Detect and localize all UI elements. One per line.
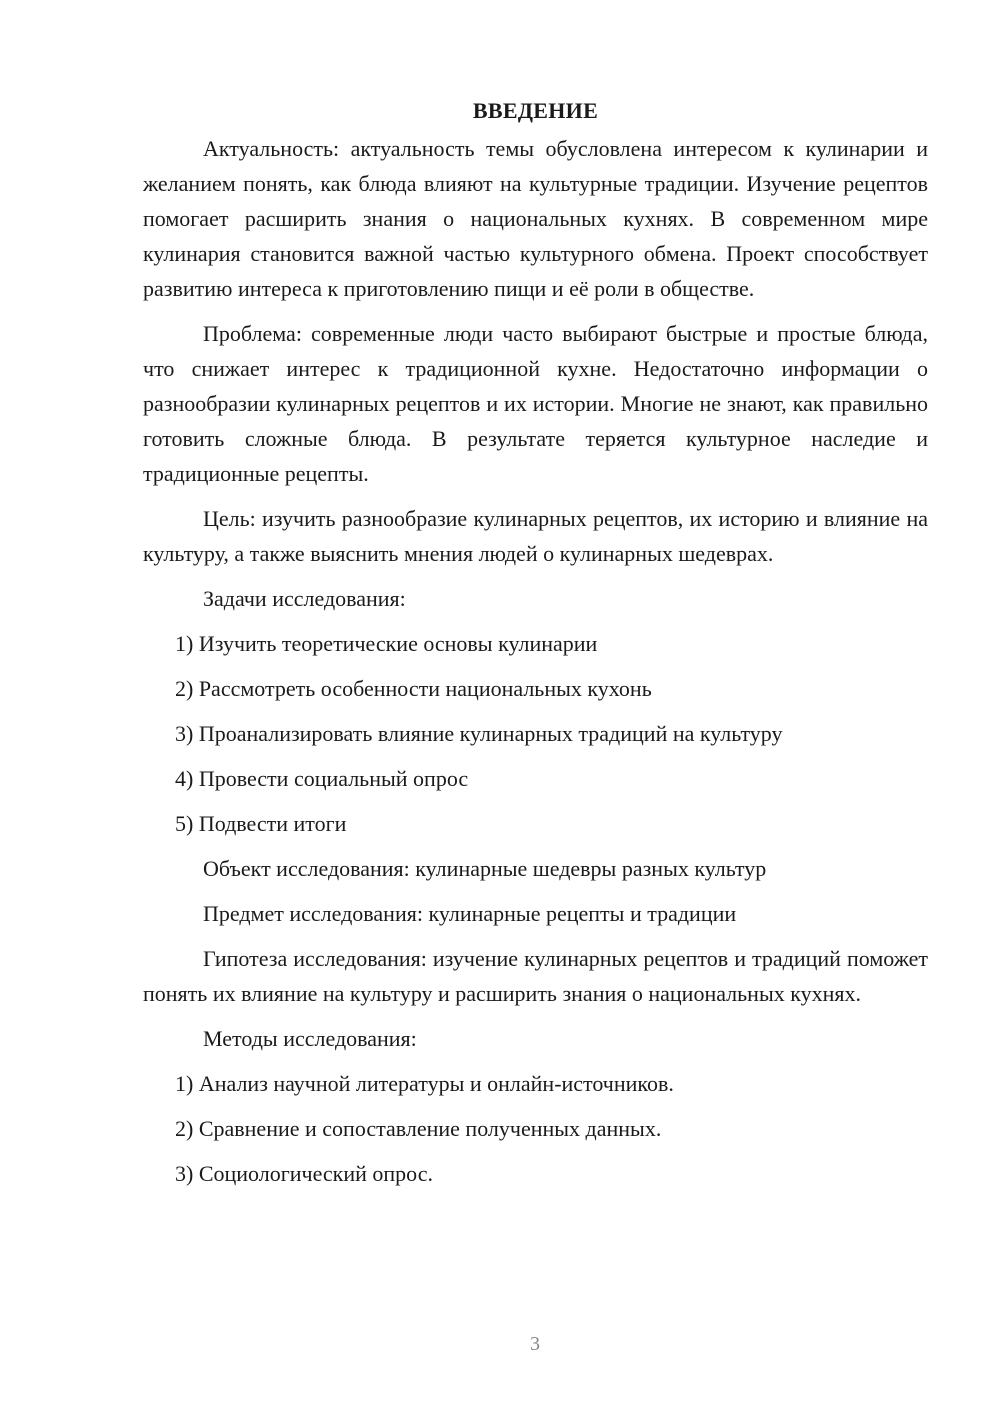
document-page [143, 96, 928, 1201]
task-item: 4) Провести социальный опрос [175, 766, 469, 791]
method-item: 2) Сравнение и сопоставление полученных данных. [175, 1116, 662, 1141]
page-number: 3 [530, 1333, 540, 1355]
task-item: 5) Подвести итоги [175, 811, 347, 836]
document-heading: ВВЕДЕНИЕ [472, 98, 599, 123]
subject-paragraph: Предмет исследования: кулинарные рецепты и традиции [203, 901, 737, 926]
goal-paragraph: Цель: изучить разнообразие кулинарных рецептов, их историю и влияние на культуру, а также выяснить мнения людей о кулинарных шедеврах. [143, 506, 928, 566]
task-item: 1) Изучить теоретические основы кулинарии [175, 631, 598, 656]
object-paragraph: Объект исследования: кулинарные шедевры разных культур [203, 856, 767, 881]
tasks-title: Задачи исследования: [203, 586, 406, 611]
tasks-list [143, 626, 928, 841]
relevance-paragraph: Актуальность: актуальность темы обусловлена интересом к кулинарии и желанием понять, как блюда влияют на культурные традиции. Изучение рецептов помогает расширить знания о национальных кухнях. В современном мире кулинария становится важной частью культурного обмена. Проект способствует развитию интереса к приготовлению пищи и её роли в обществе. [143, 136, 928, 301]
method-item: 3) Социологический опрос. [175, 1161, 433, 1186]
task-item: 3) Проанализировать влияние кулинарных традиций на культуру [175, 721, 783, 746]
method-item: 1) Анализ научной литературы и онлайн-источников. [175, 1071, 674, 1096]
methods-title: Методы исследования: [203, 1026, 417, 1051]
methods-list [143, 1066, 928, 1191]
hypothesis-paragraph: Гипотеза исследования: изучение кулинарных рецептов и традиций поможет понять их влияние на культуру и расширить знания о национальных кухнях. [143, 946, 928, 1006]
problem-paragraph: Проблема: современные люди часто выбирают быстрые и простые блюда, что снижает интерес к традиционной кухне. Недостаточно информации о разнообразии кулинарных рецептов и их истории. Многие не знают, как правильно готовить сложные блюда. В результате теряется культурное наследие и традиционные рецепты. [143, 321, 928, 486]
task-item: 2) Рассмотреть особенности национальных кухонь [175, 676, 652, 701]
